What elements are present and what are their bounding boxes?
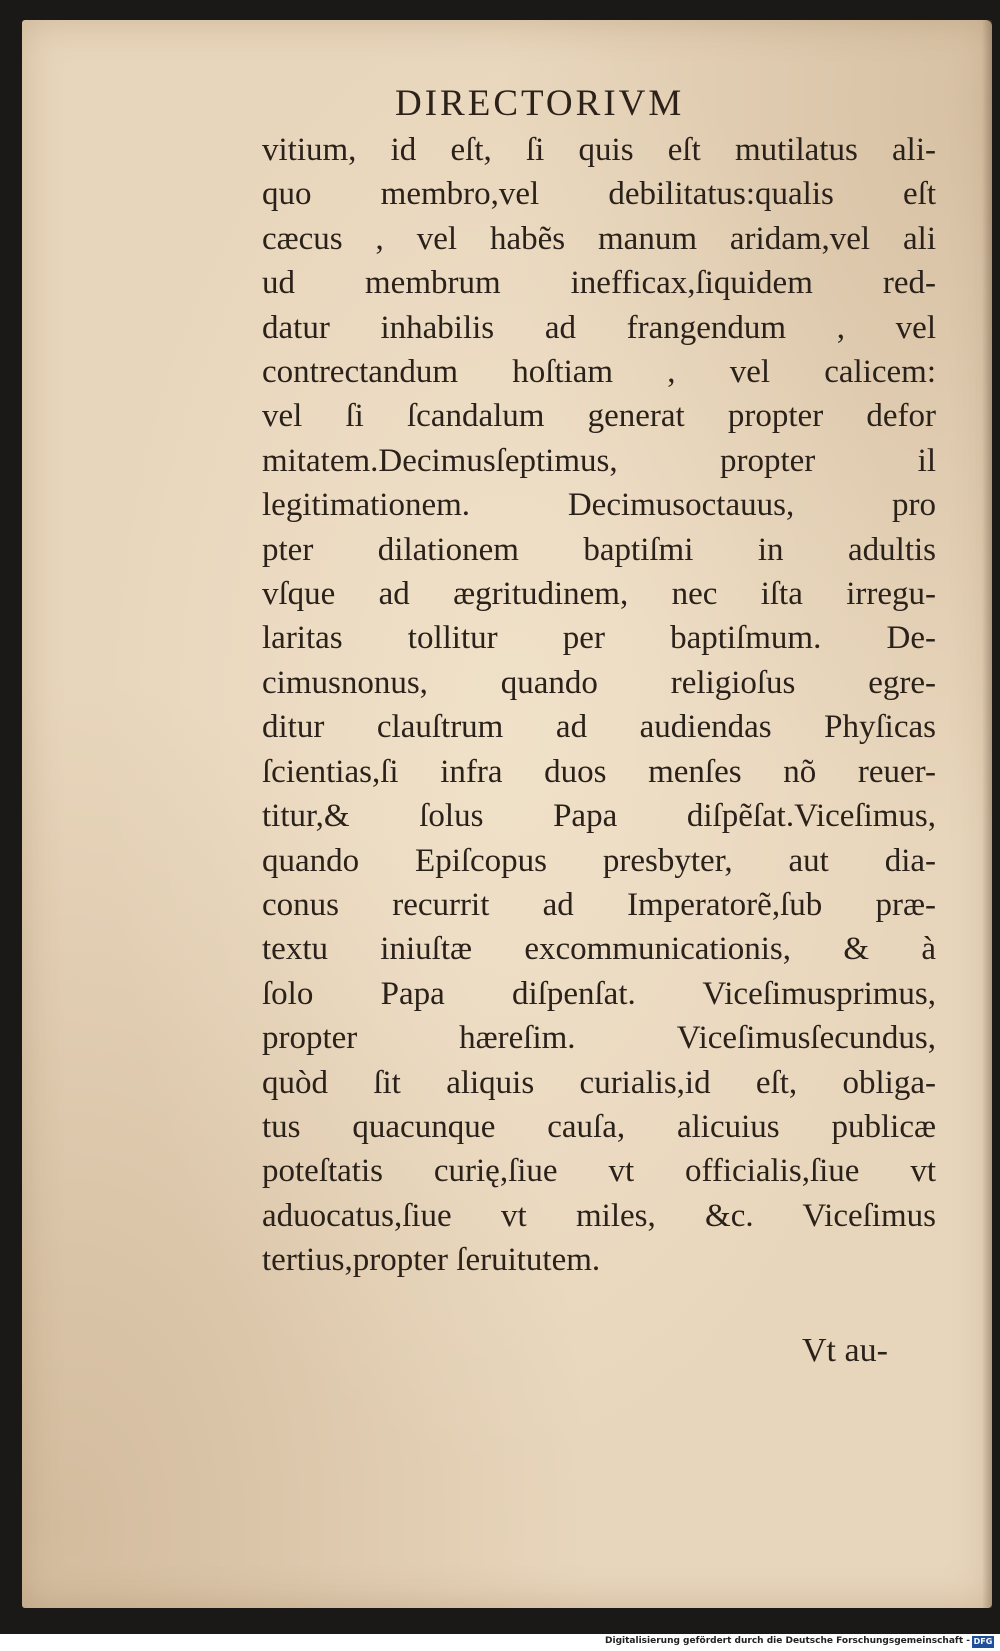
- text-line: poteſtatis curię,ſiue vt officialis,ſiue vt: [262, 1153, 936, 1190]
- text-line: vel ſi ſcandalum generat propter defor: [262, 398, 936, 435]
- text-line: vitium, id eſt, ſi quis eſt mutilatus ali-: [262, 132, 936, 168]
- text-line: ud membrum inefficax,ſiquidem red-: [262, 265, 936, 302]
- text-line: quo membro,vel debilitatus:qualis eſt: [262, 176, 936, 213]
- text-line: propter hæreſim. Viceſimusſecundus,: [262, 1020, 936, 1057]
- text-line: mitatem.Decimusſeptimus, propter il: [262, 442, 936, 479]
- running-header: DIRECTORIVM: [395, 83, 685, 124]
- page-edge: [982, 20, 992, 1608]
- catchword: Vt au-: [802, 1332, 888, 1369]
- text-line: quando Epiſcopus presbyter, aut dia-: [262, 842, 936, 879]
- text-line: ditur clauſtrum ad audiendas Phyſicas: [262, 709, 936, 746]
- dfg-logo: DFG: [973, 1637, 993, 1646]
- text-line: conus recurrit ad Imperatorẽ,ſub præ-: [262, 886, 936, 923]
- text-line: legitimationem. Decimusoctauus, pro: [262, 487, 936, 524]
- text-line: laritas tollitur per baptiſmum. De-: [262, 620, 936, 657]
- text-line: ſcientias,ſi infra duos menſes nõ reuer-: [262, 753, 936, 790]
- text-line: titur,& ſolus Papa diſpẽſat.Viceſimus,: [262, 798, 936, 835]
- text-line: pter dilationem baptiſmi in adultis: [262, 531, 936, 568]
- text-line: ſolo Papa diſpenſat. Viceſimusprimus,: [262, 975, 936, 1012]
- text-line: aduocatus,ſiue vt miles, &c. Viceſimus: [262, 1197, 936, 1234]
- text-line: cimusnonus, quando religioſus egre-: [262, 664, 936, 701]
- text-line: tus quacunque cauſa, alicuius publicæ: [262, 1108, 936, 1145]
- text-line: vſque ad ægritudinem, nec iſta irregu-: [262, 576, 936, 613]
- text-line: cæcus , vel habẽs manum aridam,vel ali: [262, 220, 936, 257]
- text-line: textu iniuſtæ excommunicationis, & à: [262, 931, 936, 968]
- text-line: datur inhabilis ad frangendum , vel: [262, 309, 936, 346]
- text-line: quòd ſit aliquis curialis,id eſt, obliga-: [262, 1064, 936, 1101]
- text-line: contrectandum hoſtiam , vel calicem:: [262, 354, 936, 391]
- funding-credit: Digitalisierung gefördert durch die Deutsche Forschungsgemeinschaft -: [605, 1636, 970, 1646]
- body-text: [262, 128, 936, 1283]
- text-line: tertius,propter ſeruitutem.: [262, 1242, 601, 1279]
